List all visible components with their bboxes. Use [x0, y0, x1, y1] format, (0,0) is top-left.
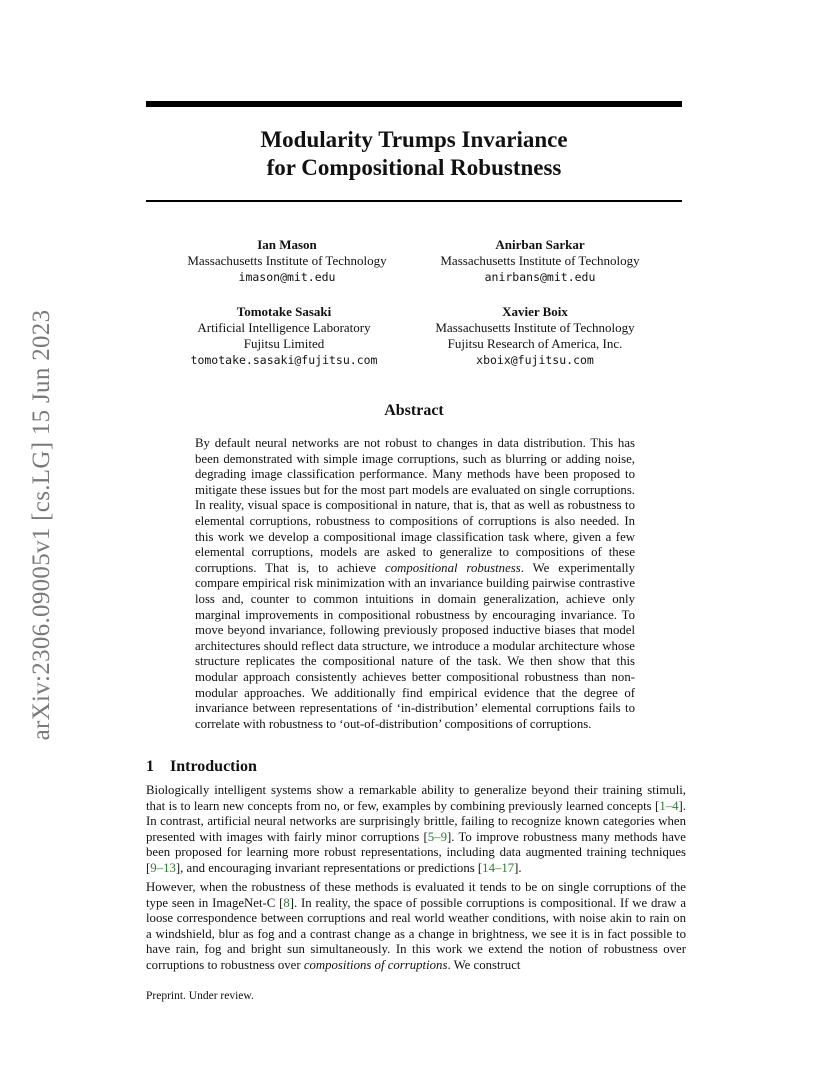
author-block-tomotake-sasaki: [154, 304, 414, 368]
paper-title-line-1: Modularity Trumps Invariance: [260, 127, 568, 152]
author-affiliation-2: Fujitsu Research of America, Inc.: [447, 336, 623, 351]
introduction-paragraph-1: [146, 783, 686, 877]
paragraph-text: However, when the robustness of these methods is evaluated it tends to be on single corruptions of the type seen in ImageNet-C [: [146, 880, 686, 910]
title-top-rule: [146, 101, 682, 107]
paragraph-text: ]. In contrast, artificial neural networks are surprisingly brittle, failing to recognize known categories when presented with images with fairly minor corruptions [: [146, 798, 686, 844]
paper-title-line-2: for Compositional Robustness: [266, 155, 562, 180]
abstract-text-1: By default neural networks are not robust to changes in data distribution. This has been demonstrated with simple image corruptions, such as blurring or adding noise, degrading image classification performance. Many methods have been proposed to mitigate these issues but for the most part models are evaluated on single corruptions. In reality, visual space is compositional in nature, that is, that as well as robustness to elemental corruptions, robustness to compositions of corruptions is also needed. In this work we develop a compositional image classification task where, given a few elemental corruptions, models are asked to generalize to compositions of these corruptions. That is, to achieve: [195, 436, 635, 575]
author-name: Tomotake Sasaki: [236, 304, 332, 319]
abstract-emphasis: compositional robustness: [385, 560, 521, 575]
author-name: Ian Mason: [257, 237, 317, 252]
citation-link[interactable]: 9–13: [150, 860, 176, 875]
author-email: tomotake.sasaki@fujitsu.com: [190, 353, 378, 367]
author-block-ian-mason: [157, 237, 417, 285]
author-affiliation: Massachusetts Institute of Technology: [440, 253, 640, 268]
citation-link[interactable]: 8: [283, 895, 290, 910]
abstract-text-2: . We experimentally compare empirical risk minimization with an invariance building pairwise contrastive loss and, counter to common intuitions in domain generalization, achieve only marginal improvements in compositional robustness by encouraging invariance. To move beyond invariance, following previously proposed inductive biases that model architectures should reflect data structure, we introduce a modular architecture whose structure replicates the compositional nature of the task. We then show that this modular approach consistently achieves better compositional robustness than non-modular approaches. We additionally find empirical evidence that the degree of invariance between representations of ‘in-distribution’ elemental corruptions fails to correlate with robustness to ‘out-of-distribution’ compositions of corruptions.: [195, 560, 635, 731]
author-email: anirbans@mit.edu: [484, 270, 596, 284]
introduction-paragraph-2: [146, 880, 686, 974]
section-title: Introduction: [170, 758, 257, 775]
preprint-footer: Preprint. Under review.: [146, 990, 254, 1002]
author-affiliation-2: Fujitsu Limited: [243, 336, 325, 351]
abstract-heading: Abstract: [384, 402, 444, 419]
author-email: imason@mit.edu: [238, 270, 336, 284]
author-name: Anirban Sarkar: [495, 237, 585, 252]
paragraph-emphasis: compositions of corruptions: [303, 957, 448, 972]
paragraph-text: ]. To improve robustness many methods have been proposed for learning more robust representations, including data augmented training techniques [: [146, 829, 686, 875]
author-name: Xavier Boix: [502, 304, 568, 319]
citation-link[interactable]: 14–17: [482, 860, 515, 875]
citation-link[interactable]: 5–9: [427, 829, 447, 844]
paragraph-text: Biologically intelligent systems show a remarkable ability to generalize beyond their training stimuli, that is to learn new concepts from no, or few, examples by combining previously learned concepts [: [146, 783, 686, 813]
author-affiliation: Massachusetts Institute of Technology: [435, 320, 635, 335]
paragraph-text: . We construct: [447, 957, 521, 972]
section-heading-introduction: [146, 758, 257, 776]
citation-link[interactable]: 1–4: [659, 798, 679, 813]
title-bottom-rule: [146, 200, 682, 202]
author-affiliation: Massachusetts Institute of Technology: [187, 253, 387, 268]
paragraph-text: ]. In reality, the space of possible corruptions is compositional. If we draw a loose correspondence between corruptions and real world weather conditions, with noise akin to rain on a windshield, blur as fog and a contrast change as a change in brightness, we see it is in fact possible to have rain, fog and bright sun simultaneously. In this work we extend the notion of robustness over corruptions to robustness over: [146, 895, 687, 972]
arxiv-identifier: arXiv:2306.09005v1 [cs.LG] 15 Jun 2023: [28, 309, 55, 741]
section-number: 1: [146, 758, 154, 775]
paragraph-text: ].: [514, 860, 522, 875]
author-affiliation: Artificial Intelligence Laboratory: [197, 320, 371, 335]
abstract-body: [195, 436, 635, 732]
author-email: xboix@fujitsu.com: [476, 353, 594, 367]
author-block-xavier-boix: [405, 304, 665, 368]
author-block-anirban-sarkar: [410, 237, 670, 285]
paragraph-text: ], and encouraging invariant representations or predictions [: [175, 860, 483, 875]
